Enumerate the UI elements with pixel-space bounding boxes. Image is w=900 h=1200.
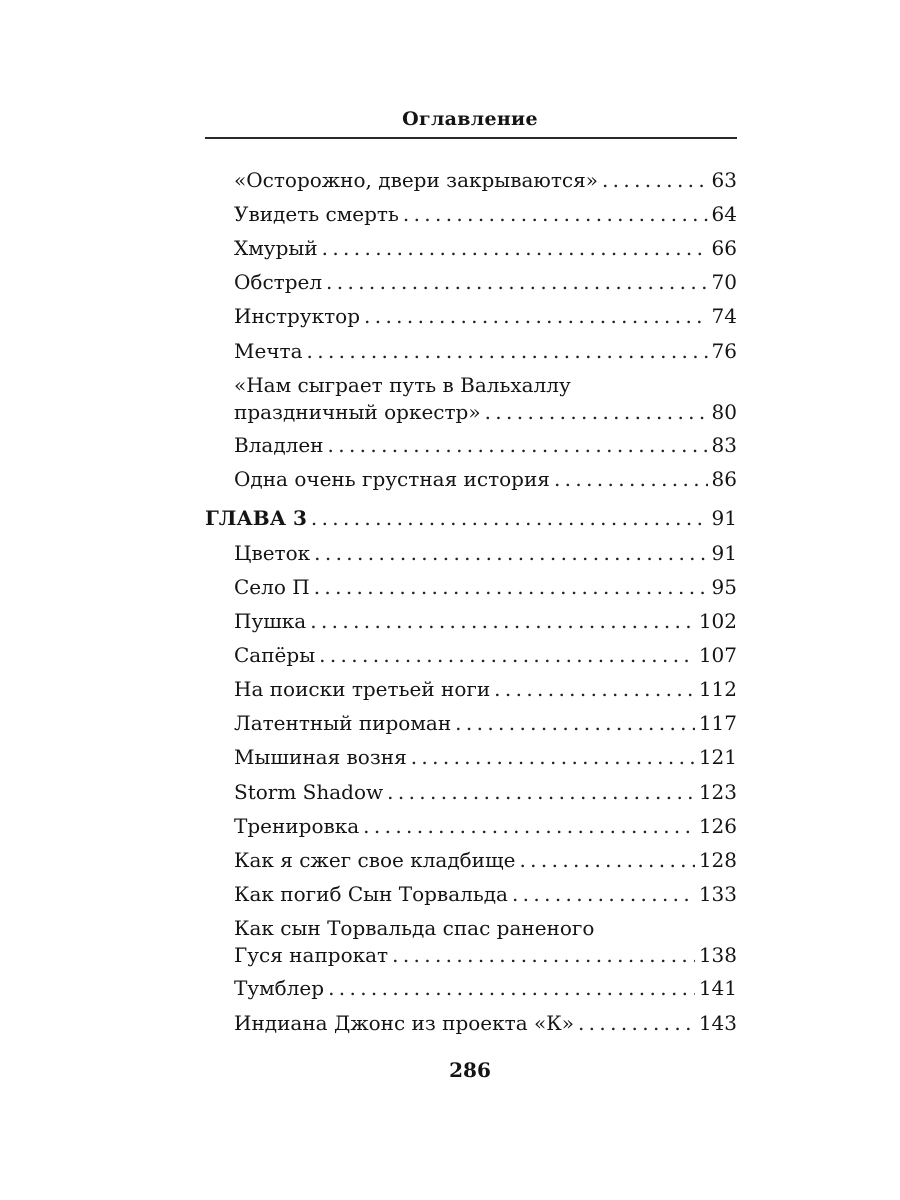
- toc-entry: [234, 813, 737, 839]
- toc-chapter-entry: [205, 505, 737, 531]
- toc-entry-page: 117: [698, 711, 737, 735]
- toc-entry: [234, 432, 737, 458]
- toc-entry-title: Мышиная возня: [234, 745, 407, 769]
- toc-entry-title: Село П: [234, 575, 310, 599]
- toc-entry-page: 121: [698, 745, 737, 769]
- toc-entry: [234, 975, 737, 1001]
- toc-entry: [234, 779, 737, 805]
- toc-entry: [234, 744, 737, 770]
- toc-entry: [234, 847, 737, 873]
- toc-entry-page: 141: [698, 976, 737, 1000]
- toc-entry-page: 80: [711, 400, 737, 424]
- toc-entry-title: Как погиб Сын Торвальда: [234, 882, 508, 906]
- leader-dots: [494, 676, 695, 702]
- toc-entry: [234, 915, 737, 968]
- leader-dots: [392, 942, 695, 968]
- leader-dots: [554, 466, 708, 492]
- toc-entry-title: праздничный оркестр»: [234, 400, 481, 424]
- toc-entry-title: Как я сжег свое кладбище: [234, 848, 516, 872]
- toc-entry-title: Хмурый: [234, 236, 318, 260]
- toc-entry-page: 74: [711, 304, 737, 328]
- toc-entry-page: 70: [711, 270, 737, 294]
- toc-entry: [234, 608, 737, 634]
- toc-entry-page: 138: [698, 943, 737, 967]
- toc-entry-page: 143: [698, 1011, 737, 1035]
- toc-entry: [234, 372, 737, 425]
- toc-entry-page: 95: [711, 575, 737, 599]
- toc-entry: [234, 710, 737, 736]
- toc-entry: [234, 167, 737, 193]
- toc-entry-page: 123: [698, 780, 737, 804]
- leader-dots: [485, 399, 708, 425]
- toc-entry: [234, 676, 737, 702]
- toc-entry-page: 91: [711, 506, 737, 530]
- leader-dots: [602, 167, 708, 193]
- toc-entry-title: «Осторожно, двери закрываются»: [234, 168, 598, 192]
- toc-entry-title: Тумблер: [234, 976, 325, 1000]
- toc-entry-page: 126: [698, 814, 737, 838]
- toc-entry: [234, 338, 737, 364]
- toc-entry-title: Мечта: [234, 339, 303, 363]
- chapter-title: ГЛАВА 3: [205, 506, 307, 530]
- toc-entry-title-line: «Нам сыграет путь в Вальхаллу: [234, 373, 571, 397]
- leader-dots: [326, 269, 708, 295]
- toc-entry: [234, 1010, 737, 1036]
- leader-dots: [403, 201, 708, 227]
- leader-dots: [363, 813, 695, 839]
- toc-entry-page: 133: [698, 882, 737, 906]
- toc-entry-page: 86: [711, 467, 737, 491]
- page-number: 286: [449, 1058, 491, 1082]
- leader-dots: [310, 608, 695, 634]
- toc-entry-page: 128: [698, 848, 737, 872]
- toc-entry: [234, 303, 737, 329]
- leader-dots: [387, 779, 695, 805]
- toc-entry-title: Цветок: [234, 541, 311, 565]
- toc-entry: [234, 269, 737, 295]
- toc-entry: [234, 201, 737, 227]
- leader-dots: [519, 847, 694, 873]
- toc-entry-title: Владлен: [234, 433, 324, 457]
- table-of-contents: [205, 0, 737, 1200]
- toc-entry-title-line: Как сын Торвальда спас раненого: [234, 916, 595, 940]
- leader-dots: [319, 642, 695, 668]
- toc-entry: [234, 881, 737, 907]
- toc-entry: [234, 540, 737, 566]
- toc-entry: [234, 642, 737, 668]
- leader-dots: [455, 710, 695, 736]
- toc-entry-page: 91: [711, 541, 737, 565]
- leader-dots: [322, 235, 708, 261]
- toc-entry-title: Storm Shadow: [234, 780, 384, 804]
- leader-dots: [512, 881, 695, 907]
- leader-dots: [411, 744, 695, 770]
- leader-dots: [364, 303, 708, 329]
- toc-entry-page: 83: [711, 433, 737, 457]
- toc-entry: [234, 466, 737, 492]
- leader-dots: [328, 432, 708, 458]
- toc-entry: [234, 574, 737, 600]
- leader-dots: [328, 975, 695, 1001]
- toc-entry-page: 63: [711, 168, 737, 192]
- toc-entry-title: Пушка: [234, 609, 307, 633]
- toc-entry-title: Гуся напрокат: [234, 943, 389, 967]
- toc-entry-page: 112: [698, 677, 737, 701]
- toc-entry-title: Обстрел: [234, 270, 323, 294]
- toc-entry-title: На поиски третьей ноги: [234, 677, 491, 701]
- toc-entry-title: Тренировка: [234, 814, 360, 838]
- toc-entry: [234, 235, 737, 261]
- toc-entry-title: Индиана Джонс из проекта «К»: [234, 1011, 574, 1035]
- leader-dots: [314, 540, 707, 566]
- toc-entry-page: 107: [698, 643, 737, 667]
- leader-dots: [311, 505, 708, 531]
- toc-entry-page: 66: [711, 236, 737, 260]
- toc-entry-title: Инструктор: [234, 304, 361, 328]
- page-title: Оглавление: [402, 108, 538, 130]
- leader-dots: [314, 574, 708, 600]
- leader-dots: [307, 338, 708, 364]
- toc-entry-title: Сапёры: [234, 643, 316, 667]
- toc-entry-title: Увидеть смерть: [234, 202, 399, 226]
- toc-entry-page: 76: [711, 339, 737, 363]
- toc-entry-page: 102: [698, 609, 737, 633]
- leader-dots: [578, 1010, 695, 1036]
- toc-entry-title: Одна очень грустная история: [234, 467, 550, 491]
- toc-entry-page: 64: [711, 202, 737, 226]
- toc-entry-title: Латентный пироман: [234, 711, 452, 735]
